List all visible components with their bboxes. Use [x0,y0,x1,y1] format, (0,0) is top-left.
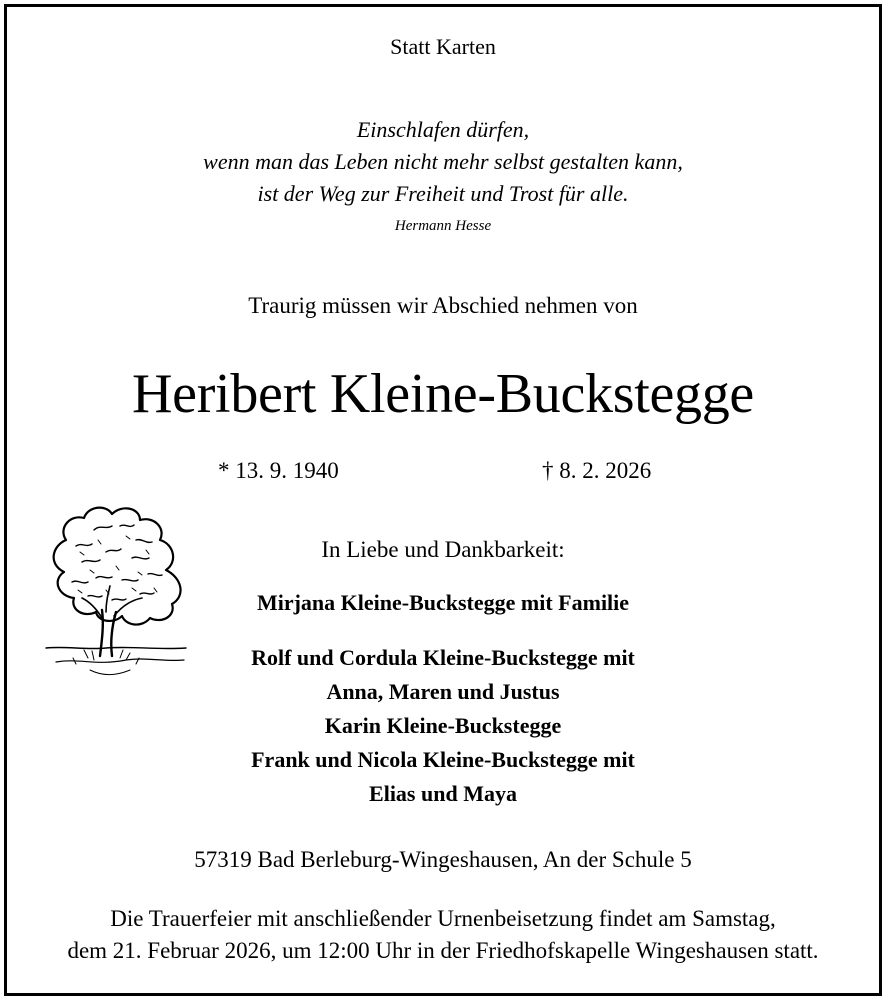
mourner-line-3: Anna, Maren und Justus [326,679,560,704]
ceremony-line-1: Die Trauerfeier mit anschließender Urnenbeisetzung findet am Samstag, [110,906,776,931]
header-statt-karten: Statt Karten [390,34,496,59]
deceased-name: Heribert Kleine-Buckstegge [132,363,754,425]
farewell-intro: Traurig müssen wir Abschied nehmen von [248,293,638,318]
mourner-line-1: Mirjana Kleine-Buckstegge mit Familie [256,590,630,615]
quote-line-2: wenn man das Leben nicht mehr selbst gestalten kann, [203,149,683,174]
mourner-line-4: Karin Kleine-Buckstegge [324,713,562,738]
mourner-line-5: Frank und Nicola Kleine-Buckstegge mit [251,747,635,772]
mourner-line-6: Elias und Maya [369,781,517,806]
mourner-line-2: Rolf und Cordula Kleine-Buckstegge mit [251,645,635,670]
ceremony-line-2: dem 21. Februar 2026, um 12:00 Uhr in der Friedhofskapelle Wingeshausen statt. [67,938,819,963]
birth-date: * 13. 9. 1940 [218,458,339,483]
mourners-intro: In Liebe und Dankbarkeit: [321,537,565,562]
family-address: 57319 Bad Berleburg-Wingeshausen, An der Schule 5 [194,847,692,872]
quote-author: Hermann Hesse [394,218,492,234]
death-date: † 8. 2. 2026 [542,458,652,483]
quote-line-1: Einschlafen dürfen, [356,117,530,142]
quote-line-3: ist der Weg zur Freiheit und Trost für alle. [257,181,629,206]
